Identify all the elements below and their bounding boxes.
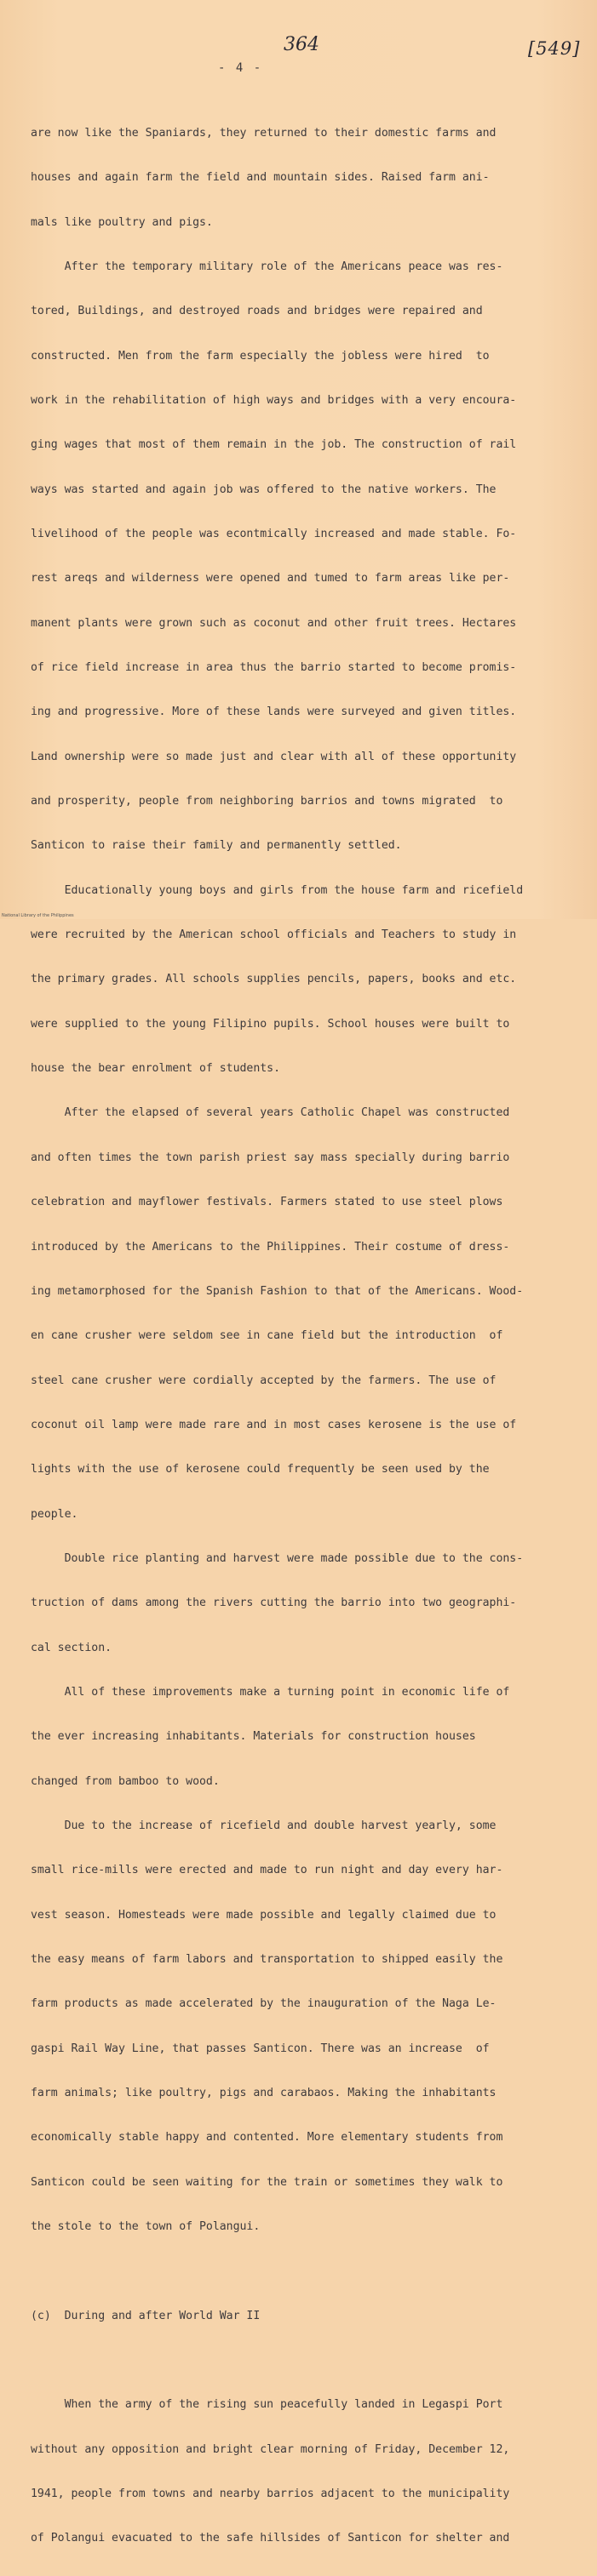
text-line: manent plants were grown such as coconut and other fruit trees. Hectares [31,616,517,630]
text-line: work in the rehabilitation of high ways and bridges with a very encoura- [31,393,517,407]
text-line: Double rice planting and harvest were made possible due to the cons- [31,1551,524,1565]
text-line: the easy means of farm labors and transportation to shipped easily the [31,1953,503,1966]
scan-footer: National Library of the Philippines [2,913,74,918]
text-line: economically stable happy and contented. More elementary students from [31,2131,503,2145]
text-line: introduced by the Americans to the Philippines. Their costume of dress- [31,1240,510,1254]
blank-line [31,2264,569,2278]
text-line: of rice field increase in area thus the barrio started to become promis- [31,661,517,675]
text-line: ging wages that most of them remain in the job. The construction of rail [31,438,517,452]
text-line: small rice-mills were erected and made to run night and day every har- [31,1864,503,1877]
text-line: After the temporary military role of the Americans peace was res- [31,260,503,273]
text-line: ways was started and again job was offered to the native workers. The [31,483,497,496]
document-body [31,96,569,2576]
text-line: All of these improvements make a turning point in economic life of [31,1685,510,1699]
text-line: farm animals; like poultry, pigs and carabaos. Making the inhabitants [31,2087,497,2100]
text-line: constructed. Men from the farm especially the jobless were hired to [31,349,490,363]
typed-page-number: - 4 - [218,61,263,75]
text-line: people. [31,1507,78,1521]
text-line: coconut oil lamp were made rare and in most cases kerosene is the use of [31,1418,517,1431]
text-line: livelihood of the people was econtmically increased and made stable. Fo- [31,528,517,540]
text-line: lights with the use of kerosene could frequently be seen used by the [31,1463,490,1476]
text-line: the stole to the town of Polangui. [31,2220,261,2234]
text-line: When the army of the rising sun peacefully landed in Legaspi Port [31,2398,503,2412]
text-line: farm products as made accelerated by the inauguration of the Naga Le- [31,1997,497,2011]
text-line: the ever increasing inhabitants. Materials for construction houses [31,1730,476,1744]
text-line: and often times the town parish priest say mass specially during barrio [31,1151,510,1164]
text-line: Land ownership were so made just and clear with all of these opportunity [31,750,517,763]
text-line: of Polangui evacuated to the safe hillsides of Santicon for shelter and [31,2532,510,2545]
text-line: were recruited by the American school officials and Teachers to study in [31,928,517,942]
handwritten-page-number: 364 [284,34,319,55]
text-line: changed from bamboo to wood. [31,1774,220,1788]
text-line: Santicon could be seen waiting for the train or sometimes they walk to [31,2175,503,2189]
text-line: without any opposition and bright clear morning of Friday, December 12, [31,2442,510,2456]
text-line: rest areqs and wilderness were opened and tumed to farm areas like per- [31,572,510,585]
blank-line [31,2353,569,2368]
handwritten-archive-code: [549] [528,38,581,59]
text-line: house the bear enrolment of students. [31,1062,281,1076]
text-line: mals like poultry and pigs. [31,215,213,229]
text-line: Due to the increase of ricefield and double harvest yearly, some [31,1819,497,1832]
text-line: Educationally young boys and girls from the house farm and ricefield [31,883,524,897]
text-line: vest season. Homesteads were made possible and legally claimed due to [31,1908,497,1922]
text-line: en cane crusher were seldom see in cane field but the introduction of [31,1329,503,1343]
text-line: ing metamorphosed for the Spanish Fashion to that of the Americans. Wood- [31,1284,524,1298]
text-line: ing and progressive. More of these lands were surveyed and given titles. [31,705,517,719]
text-line: steel cane crusher were cordially accepted by the farmers. The use of [31,1374,497,1387]
text-line: the primary grades. All schools supplies pencils, papers, books and etc. [31,973,517,986]
text-line: and prosperity, people from neighboring barrios and towns migrated to [31,795,503,808]
text-line: are now like the Spaniards, they returned to their domestic farms and [31,126,497,140]
text-line: 1941, people from towns and nearby barrios adjacent to the municipality [31,2487,510,2501]
text-line: gaspi Rail Way Line, that passes Santicon. There was an increase of [31,2042,490,2055]
section-heading: (c) During and after World War II [31,2309,261,2322]
text-line: cal section. [31,1641,112,1654]
text-line: Santicon to raise their family and permanently settled. [31,839,402,853]
text-line: celebration and mayflower festivals. Farmers stated to use steel plows [31,1196,503,1209]
text-line: were supplied to the young Filipino pupils. School houses were built to [31,1017,510,1031]
text-line: After the elapsed of several years Catholic Chapel was constructed [31,1106,510,1120]
text-line: tored, Buildings, and destroyed roads and bridges were repaired and [31,305,483,318]
text-line: truction of dams among the rivers cutting the barrio into two geographi- [31,1596,517,1610]
text-line: houses and again farm the field and mountain sides. Raised farm ani- [31,171,490,185]
